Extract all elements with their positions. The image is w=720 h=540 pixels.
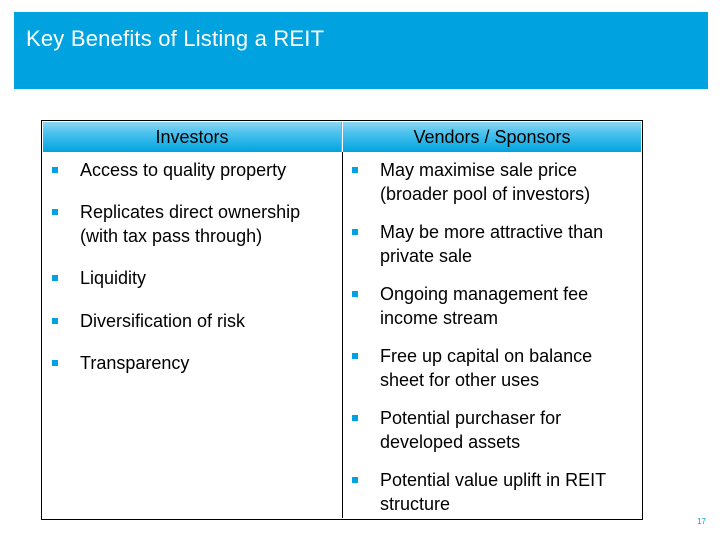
square-bullet-icon	[52, 318, 58, 324]
square-bullet-icon	[52, 275, 58, 281]
page-number: 17	[697, 517, 706, 526]
list-item	[352, 468, 637, 516]
vendors-column-header: Vendors / Sponsors	[343, 122, 641, 152]
square-bullet-icon	[352, 415, 358, 421]
list-item	[52, 266, 337, 290]
square-bullet-icon	[352, 167, 358, 173]
benefit-text: Potential value uplift in REIT structure	[380, 470, 606, 514]
list-item	[352, 220, 637, 268]
column-divider	[342, 152, 343, 518]
benefit-text: Liquidity	[80, 268, 147, 288]
list-item	[52, 309, 337, 333]
square-bullet-icon	[352, 229, 358, 235]
investors-benefit-list	[52, 158, 337, 393]
benefit-text: Replicates direct ownership (with tax pass through)	[80, 202, 301, 246]
list-item	[52, 200, 337, 248]
list-item	[352, 344, 637, 392]
benefit-text: Diversification of risk	[80, 311, 246, 331]
benefit-text: May be more attractive than private sale	[380, 222, 604, 266]
square-bullet-icon	[352, 477, 358, 483]
benefit-text: Ongoing management fee income stream	[380, 284, 589, 328]
square-bullet-icon	[52, 209, 58, 215]
square-bullet-icon	[52, 360, 58, 366]
benefit-text: Access to quality property	[80, 160, 287, 180]
square-bullet-icon	[352, 353, 358, 359]
list-item	[52, 158, 337, 182]
benefit-text: Free up capital on balance sheet for other uses	[380, 346, 593, 390]
square-bullet-icon	[352, 291, 358, 297]
square-bullet-icon	[52, 167, 58, 173]
investors-column-header: Investors	[43, 122, 342, 152]
list-item	[352, 158, 637, 206]
benefit-text: Potential purchaser for developed assets	[380, 408, 562, 452]
list-item	[352, 282, 637, 330]
list-item	[52, 351, 337, 375]
vendors-benefit-list	[352, 158, 637, 530]
benefit-text: Transparency	[80, 353, 190, 373]
page-title: Key Benefits of Listing a REIT	[26, 26, 325, 51]
benefits-table	[41, 120, 643, 520]
list-item	[352, 406, 637, 454]
benefit-text: May maximise sale price (broader pool of investors)	[380, 160, 591, 204]
title-bar	[14, 12, 708, 89]
